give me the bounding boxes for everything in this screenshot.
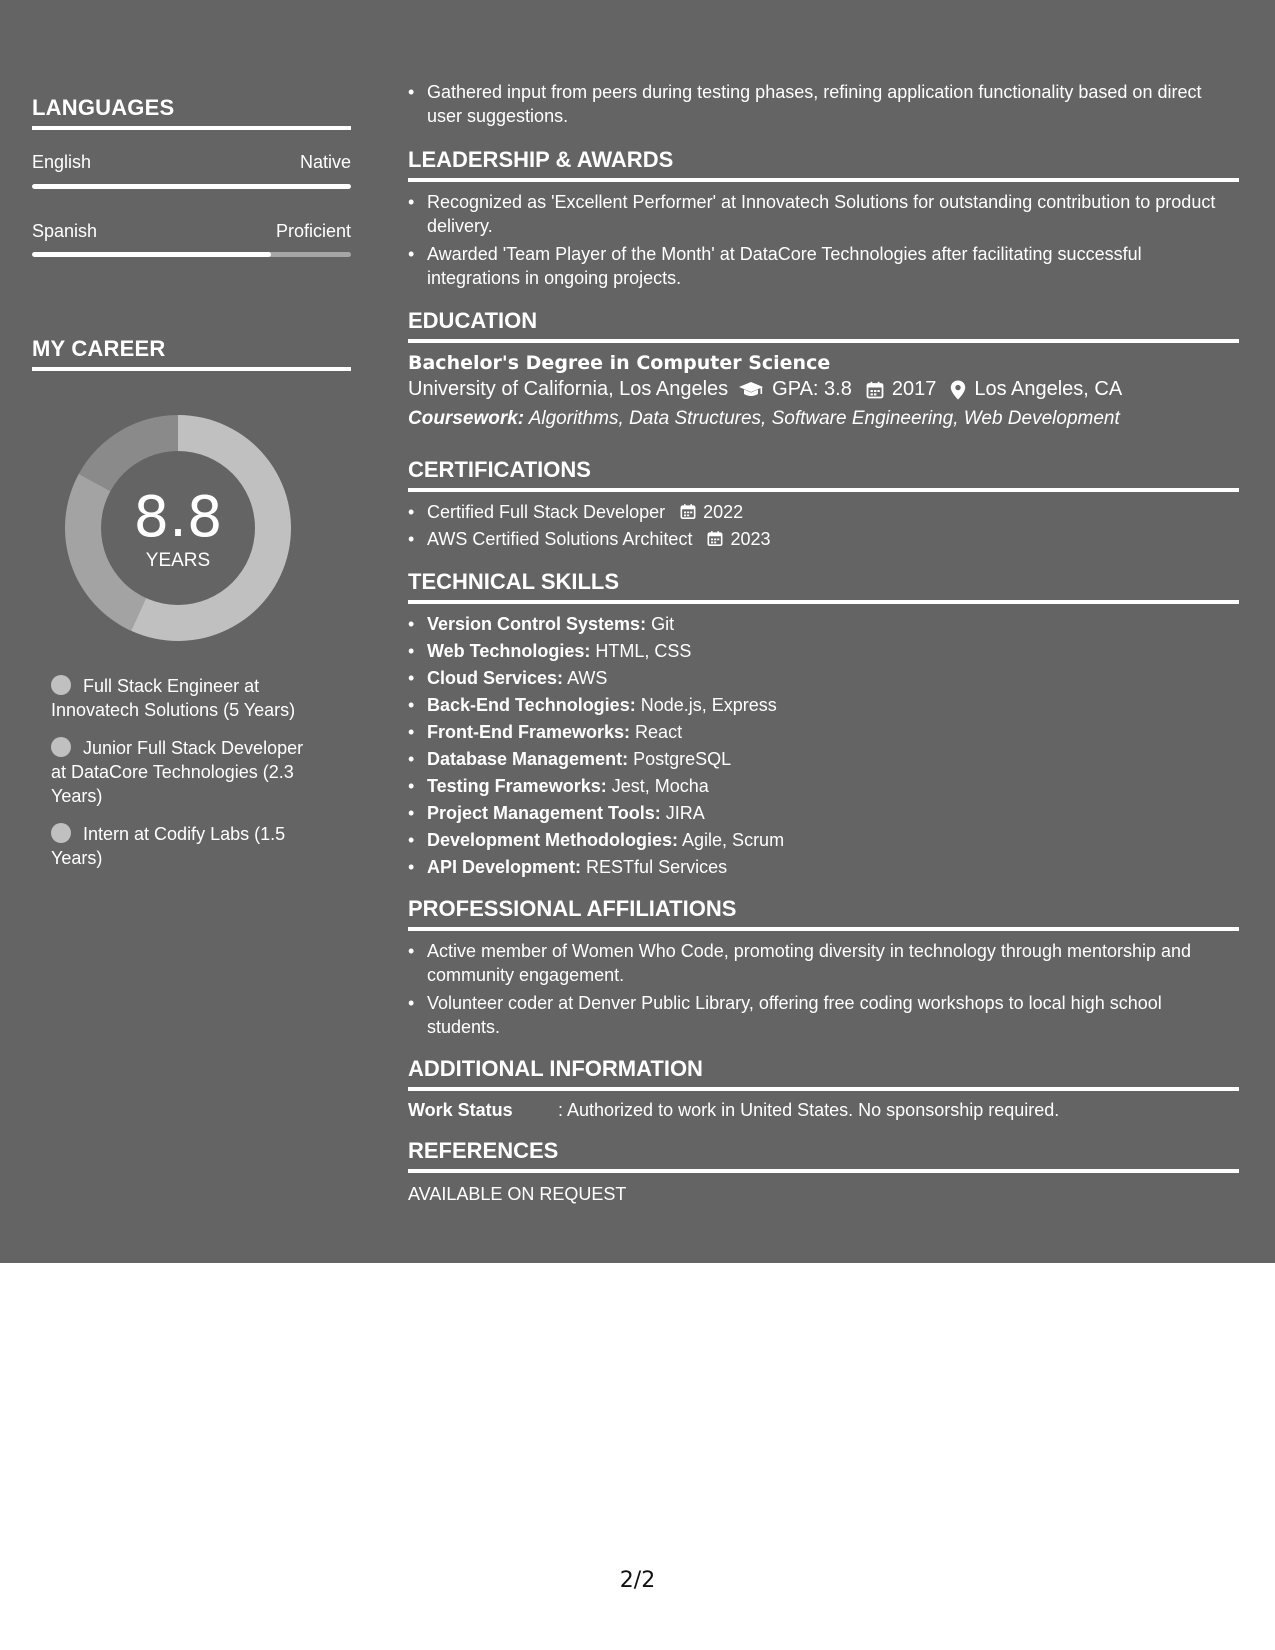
career-donut-label bbox=[65, 415, 291, 641]
section-title: EDUCATION bbox=[408, 308, 538, 333]
skill-item bbox=[408, 747, 1239, 771]
section-rule bbox=[408, 488, 1239, 492]
coursework bbox=[408, 408, 1239, 430]
work-status-value: : Authorized to work in United States. No sponsorship required. bbox=[558, 1100, 1060, 1120]
career-rule bbox=[32, 367, 351, 371]
language-bar-fill bbox=[32, 184, 351, 189]
skill-value: JIRA bbox=[665, 803, 705, 823]
affiliations-section bbox=[408, 896, 1239, 1039]
skill-label: Version Control Systems: bbox=[427, 614, 647, 634]
coursework-label: Coursework: bbox=[408, 408, 525, 429]
skill-label: Front-End Frameworks: bbox=[427, 722, 631, 742]
skill-value: RESTful Services bbox=[586, 857, 728, 877]
language-row bbox=[32, 221, 351, 242]
school-name: University of California, Los Angeles bbox=[408, 378, 729, 400]
legend-dot bbox=[51, 675, 71, 695]
career-total-value: 8.8 bbox=[133, 485, 223, 550]
career-legend-label: Junior Full Stack Developer at DataCore Technologies (2.3 Years) bbox=[51, 738, 304, 806]
skill-label: Database Management: bbox=[427, 749, 629, 769]
graduation-year: 2017 bbox=[891, 378, 937, 400]
certification-item bbox=[408, 527, 1239, 551]
list-item: • Gathered input from peers during testing phases, refining application functionality based on direct user suggestions. bbox=[408, 80, 1239, 128]
calendar-icon bbox=[866, 381, 884, 399]
section-rule bbox=[408, 1169, 1239, 1173]
skill-value: PostgreSQL bbox=[633, 749, 732, 769]
degree-title: Bachelor's Degree in Computer Science bbox=[408, 352, 831, 374]
languages-rule bbox=[32, 126, 351, 130]
section-title: ADDITIONAL INFORMATION bbox=[408, 1056, 703, 1081]
work-status bbox=[408, 1100, 1239, 1121]
references-section bbox=[408, 1138, 1239, 1205]
skill-item bbox=[408, 666, 1239, 690]
certification-name: AWS Certified Solutions Architect bbox=[427, 529, 693, 549]
leadership-section bbox=[408, 147, 1239, 290]
skill-value: HTML, CSS bbox=[595, 641, 692, 661]
skill-item bbox=[408, 774, 1239, 798]
certification-year: 2023 bbox=[730, 529, 771, 549]
skill-item bbox=[408, 612, 1239, 636]
skill-value: Node.js, Express bbox=[640, 695, 777, 715]
education-details bbox=[408, 378, 1239, 401]
section-title: LEADERSHIP & AWARDS bbox=[408, 147, 674, 172]
graduation-cap-icon bbox=[738, 381, 764, 399]
section-title: REFERENCES bbox=[408, 1138, 559, 1163]
section-title: PROFESSIONAL AFFILIATIONS bbox=[408, 896, 737, 921]
skill-label: Testing Frameworks: bbox=[427, 776, 607, 796]
skill-item bbox=[408, 828, 1239, 852]
language-bar bbox=[32, 184, 351, 189]
skill-value: Jest, Mocha bbox=[611, 776, 709, 796]
skill-item bbox=[408, 855, 1239, 879]
skill-label: Web Technologies: bbox=[427, 641, 591, 661]
career-title: MY CAREER bbox=[32, 336, 166, 361]
career-legend-item bbox=[51, 822, 321, 870]
references-text: AVAILABLE ON REQUEST bbox=[408, 1184, 627, 1204]
legend-dot bbox=[51, 737, 71, 757]
language-name: Spanish bbox=[32, 221, 98, 241]
skill-value: Git bbox=[651, 614, 675, 634]
skill-label: Back-End Technologies: bbox=[427, 695, 636, 715]
section-rule bbox=[408, 339, 1239, 343]
career-total-unit: YEARS bbox=[145, 550, 211, 571]
certifications-section bbox=[408, 457, 1239, 551]
career-legend-label: Intern at Codify Labs (1.5 Years) bbox=[51, 824, 286, 868]
legend-dot bbox=[51, 823, 71, 843]
education-section bbox=[408, 308, 1239, 430]
skill-item bbox=[408, 639, 1239, 663]
gpa: GPA: 3.8 bbox=[772, 378, 852, 400]
section-title: CERTIFICATIONS bbox=[408, 457, 591, 482]
skill-label: Cloud Services: bbox=[427, 668, 564, 688]
skill-label: Project Management Tools: bbox=[427, 803, 661, 823]
calendar-icon bbox=[680, 503, 696, 520]
languages-title: LANGUAGES bbox=[32, 95, 175, 120]
language-row bbox=[32, 152, 351, 173]
section-rule bbox=[408, 1087, 1239, 1091]
additional-info-section bbox=[408, 1056, 1239, 1121]
school-location: Los Angeles, CA bbox=[974, 378, 1123, 400]
list-item: • Awarded 'Team Player of the Month' at DataCore Technologies after facilitating successful integrations in ongoing projects. bbox=[408, 242, 1239, 290]
language-name: English bbox=[32, 152, 92, 172]
skill-value: Agile, Scrum bbox=[682, 830, 785, 850]
section-rule bbox=[408, 178, 1239, 182]
career-legend-label: Full Stack Engineer at Innovatech Solutions (5 Years) bbox=[51, 676, 296, 720]
skills-list bbox=[408, 612, 1239, 879]
technical-skills-section bbox=[408, 569, 1239, 882]
section-title: TECHNICAL SKILLS bbox=[408, 569, 620, 594]
skill-item bbox=[408, 801, 1239, 825]
language-level: Proficient bbox=[275, 221, 351, 241]
skill-item bbox=[408, 693, 1239, 717]
skill-value: AWS bbox=[567, 668, 608, 688]
certification-name: Certified Full Stack Developer bbox=[427, 502, 666, 522]
experience-tail bbox=[408, 80, 1239, 128]
work-status-label: Work Status bbox=[408, 1100, 513, 1120]
list-item: • Active member of Women Who Code, promoting diversity in technology through mentorship and community engagement. bbox=[408, 939, 1239, 987]
language-bar bbox=[32, 252, 351, 257]
certification-item bbox=[408, 500, 1239, 524]
calendar-icon bbox=[707, 530, 723, 547]
section-rule bbox=[408, 600, 1239, 604]
certification-year: 2022 bbox=[703, 502, 744, 522]
skill-value: React bbox=[635, 722, 683, 742]
section-rule bbox=[408, 927, 1239, 931]
career-legend-item bbox=[51, 736, 321, 808]
list-item: • Volunteer coder at Denver Public Library, offering free coding workshops to local high school students. bbox=[408, 991, 1239, 1039]
career-legend-item bbox=[51, 674, 321, 722]
list-item: • Recognized as 'Excellent Performer' at Innovatech Solutions for outstanding contribution to product delivery. bbox=[408, 190, 1239, 238]
language-level: Native bbox=[299, 152, 351, 172]
skill-item bbox=[408, 720, 1239, 744]
skill-label: Development Methodologies: bbox=[427, 830, 679, 850]
page-number: 2/2 bbox=[619, 1568, 656, 1593]
language-bar-fill bbox=[32, 252, 271, 257]
skill-label: API Development: bbox=[427, 857, 582, 877]
location-pin-icon bbox=[950, 380, 966, 400]
coursework-list: Algorithms, Data Structures, Software Engineering, Web Development bbox=[528, 408, 1120, 429]
